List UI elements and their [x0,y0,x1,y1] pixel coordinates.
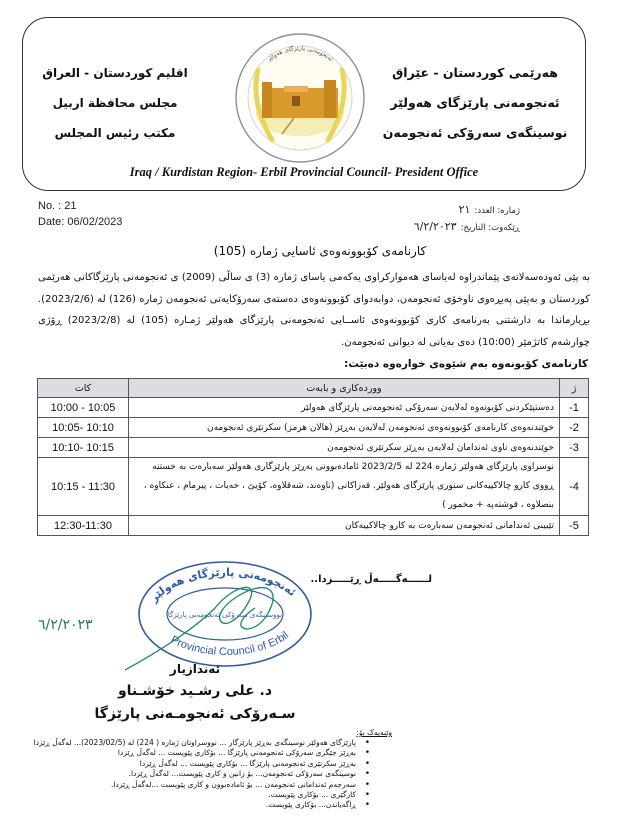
document-title: کارنامەی کۆبوونەوەی ئاسایی ژمارە (105) [213,244,427,258]
row-num: 4- [560,458,589,516]
row-subject: نوسراوی پارێزگای هەولێر ژمارە 224 لە 2023/2/5 ئامادەبوونی بەڕێز پارێزگاری هەولێر سەبارەت بە خستنە ڕووی کارو چالاکییەکانی سنوری پارێزگای هەولێر. قەزاکانی (ناوەند، شەقلاوە، کۆیێ ، خەبات ، پیرمام ، عنکاوە ، بنصلاوە ، قوشتەپە + مخمور ) [129,458,560,516]
bullet-icon: • [364,769,370,780]
row-num: 5- [560,516,589,536]
agenda-row [38,398,589,418]
reference-english [38,198,122,230]
cc-item-text: سەرجەم ئەندامانی ئەنجومەن ... بۆ ئامادەبوون و کاری پێویست ...لەگەڵ ڕێزدا. [111,779,356,789]
cc-item-text: ڕاگەیاندن... بۆکاری پێویست. [265,800,356,810]
cc-item-text: نوسینگەی سەرۆکی ئەنجومەن... بۆ زانین و کاری پێویست... لەگەڵ ڕێزدا. [128,769,356,779]
agenda-row [38,458,589,516]
cc-item-text: پارێزگای هەولێر نوسینگەی بەڕێز پارێزگار ... نووسراوتان ژمارە ( 224) لە (2023/02/5)... لەگەڵ ڕێزدا [33,738,356,747]
ref-ku-no-label: ژمارە: العدد: [474,206,520,216]
row-time: 10:15 -10:10 [38,438,129,458]
row-subject: دەستپێکردنی کۆبونەوە لەلایەن سەرۆکی ئەنجومەنی پارێزگای هەولێر [129,398,560,418]
bullet-icon: • [364,800,370,811]
body-paragraph: بە پێی ئەودەسەلاتەی پێماندراوە لەیاسای هەموارکراوی یەکەمی یاسای ژمارە (3) ی ساڵی (2009) ی ئەنجومەنی پارێزگاکانی هەرێمی کوردستان و بەپێی پەیڕەوی ناوخۆی ئەنجومەن، دوابەدوای کۆبوونەوەی دەستەی سەرۆکایەتی ئەنجومەن ژمارە (126) لە (2023/2/6). بڕیارماندا بە دارشتنی بەرنامەی کاری کۆبوونەوەی ئاســایی ئەنجومەنی پارێزگای هەولێر ژمـارە (105) لە (2023/2/8) ڕۆژی چوارشەم کاتژمێر (10:00) دەی بەیانی لە دیوانی ئەنجومەن. [38,272,590,348]
ref-date-label: Date: [38,216,65,228]
signatory-name: د. علی رشـید خۆشـناو [117,683,273,699]
ref-no-value: 21 [64,200,77,212]
row-time: 11:30 - 10:15 [38,458,129,516]
cc-heading: وێنەیەک بۆ: [356,728,392,737]
header-num: ژ [560,379,589,398]
handwritten-date: ٦/٢/٢٠٢٣ [38,617,93,633]
row-num: 2- [560,418,589,438]
cc-item [10,759,370,769]
cc-item-text: بەڕێز جێگری سەرۆکی ئەنجومەنی پارێزگا ... بۆکاری پێویست ... لەگەڵ ڕێزدا [117,748,356,758]
cc-item [10,738,370,748]
letterhead-kurdish [380,58,570,148]
cc-item [10,780,370,790]
cc-item [10,748,370,758]
ref-date-value: 06/02/2023 [67,216,123,228]
row-num: 3- [560,438,589,458]
ref-ku-no-value: ٢١ [458,203,471,216]
row-time: 12:30-11:30 [38,516,129,536]
cc-item [10,800,370,810]
stamp-bottom-text: Provincial Council of Erbil [168,629,292,659]
bullet-icon: • [364,748,370,759]
letterhead-arabic [40,58,190,148]
stamp-inner-text: نووسینگەی سەرۆکی ئەنجومەنی پارێزگا [167,611,283,619]
official-stamp [125,558,315,676]
row-time: 10:05 - 10:00 [38,398,129,418]
header-subject: ووردەکاری و بابەت [129,379,560,398]
row-time: 10:10 -10:05 [38,418,129,438]
letterhead-arabic-line: اقليم كوردستان - العراق [42,66,188,80]
letterhead-arabic-line: مكتب رئيس المجلس [54,126,176,140]
row-num: 1- [560,398,589,418]
header-time: کات [38,379,129,398]
closing-greeting: لــــــەگـــــەڵ ڕێـــــزدا.. [310,574,432,585]
handwritten-signature [125,587,273,670]
letterhead-kurdish-line: ئەنجومەنی پارێزگای هەولێر [390,95,560,110]
agenda-row [38,438,589,458]
ref-ku-date-value: ٦/٢/٢٠٢٣ [413,220,457,233]
stamp-top-text: ئەنجومەنی پارێزگای هەولێر [147,565,299,605]
letterhead-kurdish-line: هەرێمی کوردستان - عێراق [392,65,558,80]
agenda-row [38,516,589,536]
cc-item-text: بەڕێز سکرتێری ئەنجومەنی پارێزگا ... بۆکاری پێویست ... لەگەڵ ڕێزدا [139,758,356,768]
bullet-icon: • [364,779,370,790]
agenda-row [38,418,589,438]
bullet-icon: • [364,738,370,748]
ref-no-label: No. : [38,200,62,212]
bullet-icon: • [364,790,370,801]
row-subject: خوێندنەوەی ناوی ئەندامان لەلایەن بەڕێز سکرتێری ئەنجومەن [129,438,560,458]
agenda-header-row [38,379,589,398]
logo-ring-text: ئەنجومەنی پارێزگای هەولێر [265,44,335,63]
erbil-citadel-emblem-icon [232,30,368,166]
reference-kurdish [414,202,520,236]
letterhead-kurdish-line: نوسینگەی سەرۆکی ئەنجومەن [382,125,568,140]
cc-item [10,790,370,800]
cc-item [10,769,370,779]
signatory-title: ئەندازیار [169,662,221,676]
row-subject: تێبینی ئەندامانی ئەنجومەن سەبارەت بە کارو چالاکییەکان [129,516,560,536]
row-subject: خوێندنەوەی کارنامەی کۆبوونەوەی ئەنجومەن لەلایەن بەڕێز (هالان هرمز) سکرتێری ئەنجومەن [129,418,560,438]
letterhead-english: Iraq / Kurdistan Region- Erbil Provincial Council- President Office [129,165,479,179]
signatory-role: سـەرۆکی ئەنجومـەنی پارێزگا [94,706,296,722]
bullet-icon: • [364,758,370,769]
cc-item-text: کارگێری ... بۆکاری پێویست. [268,790,356,800]
agenda-intro: کارنامەی کۆبونەوە بەم شێوەی خوارەوە دەبێت: [344,358,588,370]
letterhead-arabic-line: مجلس محافظة اربيل [52,96,178,110]
ref-ku-date-label: ڕێکەوت: التاريخ: [460,223,520,233]
cc-list [10,738,370,811]
agenda-table [37,378,589,536]
